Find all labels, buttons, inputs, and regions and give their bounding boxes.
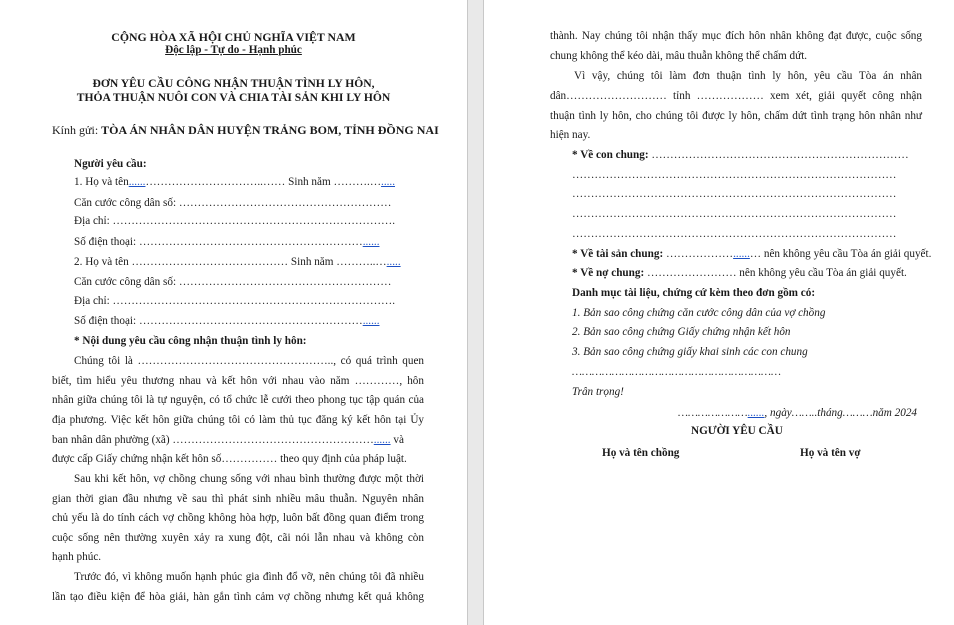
national-motto: CỘNG HÒA XÃ HỘI CHỦ NGHĨA VIỆT NAM xyxy=(111,30,356,44)
person1-name-line: 1. Họ và tên......…………………………..…… Sinh năm ……….…..... xyxy=(74,176,396,188)
paragraph-line: thuận tình ly hôn, cho chúng tôi được ly hôn, chấm dứt tình trạng hôn nhân như xyxy=(550,110,922,122)
documents-heading: Danh mục tài liệu, chứng cứ kèm theo đơn gồm có: xyxy=(572,287,816,299)
person2-address-line: Địa chỉ: …………………………………………………………………. xyxy=(74,295,396,307)
person1-address-line: Địa chỉ: …………………………………………………………………. xyxy=(74,215,396,227)
paragraph-line: Sau khi kết hôn, vợ chồng chung sống với nhau bình thường được một thời xyxy=(74,473,424,485)
recipient-line: Kính gửi: TÒA ÁN NHÂN DÂN HUYỆN TRẢNG BOM, TỈNH ĐỒNG NAI xyxy=(52,123,439,137)
document-page-left xyxy=(0,0,468,625)
husband-name-label: Họ và tên chồng xyxy=(602,447,680,459)
paragraph-line: địa phương. Việc kết hôn giữa chúng tôi có làm thủ tục đăng ký kết hôn tại Ủy xyxy=(52,414,424,426)
paragraph-line: được cấp Giấy chứng nhận kết hôn số…………… theo quy định của pháp luật. xyxy=(52,453,407,465)
wife-name-label: Họ và tên vợ xyxy=(800,447,861,459)
dotted-line: …………………………………………………………………………… xyxy=(572,208,897,220)
person1-phone-line: Số điện thoại: ……………………………………………………...... xyxy=(74,236,380,248)
dotted-line: …………………………………………………………………………… xyxy=(572,188,897,200)
paragraph-line: nhân giữa chúng tôi là tự nguyện, có tổ chức lễ cưới theo phong tục tập quán của xyxy=(52,394,424,406)
paragraph-line: chung không thể kéo dài, mâu thuẫn không thể chấm dứt. xyxy=(550,50,808,62)
date-line: …………………......, ngày……..tháng………năm 2024 xyxy=(678,407,918,419)
document-list-item: 3. Bản sao công chứng giấy khai sinh các con chung xyxy=(572,346,808,358)
person2-name-line: 2. Họ và tên …………………………………… Sinh năm ………..…..... xyxy=(74,256,401,268)
dotted-line: …………………………………………………………………………… xyxy=(572,228,897,240)
paragraph-line: hiện nay. xyxy=(550,129,591,141)
signature-heading: NGƯỜI YÊU CẦU xyxy=(691,425,783,437)
requesters-heading: Người yêu cầu: xyxy=(74,158,147,170)
common-children-line: * Về con chung: …………………………………………………………… xyxy=(572,149,909,161)
person1-id-line: Căn cước công dân số: ………………………………………………… xyxy=(74,197,392,209)
common-debts-line: * Về nợ chung: …………………… nên không yêu cầu Tòa án giải quyết. xyxy=(572,267,907,279)
closing-regards: Trân trọng! xyxy=(572,386,624,398)
person2-id-line: Căn cước công dân số: ………………………………………………… xyxy=(74,276,392,288)
dotted-line: ……………………………………………………… xyxy=(572,366,781,378)
paragraph-line: gian thời gian đầu nhưng về sau thì phát sinh nhiều mâu thuẫn. Nguyên nhân xyxy=(52,493,424,505)
person2-phone-line: Số điện thoại: ……………………………………………………...... xyxy=(74,315,380,327)
paragraph-line: Trước đó, vì không muốn hạnh phúc gia đình đổ vỡ, nên chúng tôi đã nhiều xyxy=(74,571,424,583)
document-list-item: 1. Bản sao công chứng căn cước công dân của vợ chồng xyxy=(572,307,826,319)
document-page-right xyxy=(483,0,954,625)
request-content-heading: * Nội dung yêu cầu công nhận thuận tình ly hôn: xyxy=(74,335,307,347)
national-slogan: Độc lập - Tự do - Hạnh phúc xyxy=(165,44,302,56)
document-title-line2: THỎA THUẬN NUÔI CON VÀ CHIA TÀI SẢN KHI LY HÔN xyxy=(76,91,391,104)
paragraph-line: Vì vậy, chúng tôi làm đơn thuận tình ly hôn, yêu cầu Tòa án nhân xyxy=(574,70,922,82)
paragraph-line: Chúng tôi là …………………………………………….., có quá trình quen xyxy=(74,355,424,367)
paragraph-line: cuộc sống nên thường xuyên xảy ra xung đột, cãi nói lẫn nhau và không còn xyxy=(52,532,424,544)
paragraph-line: biết, tìm hiểu yêu thương nhau và kết hôn với nhau vào năm …………, hôn xyxy=(52,375,424,387)
common-assets-line: * Về tài sản chung: ………………......… nên không yêu cầu Tòa án giải quyết. xyxy=(572,248,932,260)
paragraph-line: dân……………………… tỉnh ……………… xem xét, giải quyết công nhận xyxy=(550,90,922,102)
document-title-line1: ĐƠN YÊU CẦU CÔNG NHẬN THUẬN TÌNH LY HÔN, xyxy=(92,77,375,90)
paragraph-line: ban nhân dân phường (xã) ………………………………………………...... và xyxy=(52,434,404,446)
document-list-item: 2. Bản sao công chứng Giấy chứng nhận kết hôn xyxy=(572,326,791,338)
paragraph-line: hạnh phúc. xyxy=(52,551,102,563)
paragraph-line: lần tạo điều kiện để hòa giải, hàn gắn tình cảm vợ chồng nhưng kết quả không xyxy=(52,591,424,603)
paragraph-line: chủ yếu là do tính cách vợ chồng không hòa hợp, luôn bất đồng quan điểm trong xyxy=(52,512,424,524)
dotted-line: …………………………………………………………………………… xyxy=(572,169,897,181)
paragraph-line: thành. Nay chúng tôi nhận thấy mục đích hôn nhân không đạt được, cuộc sống xyxy=(550,30,922,42)
court-name: TÒA ÁN NHÂN DÂN HUYỆN TRẢNG BOM, TỈNH ĐỒNG NAI xyxy=(101,123,439,137)
